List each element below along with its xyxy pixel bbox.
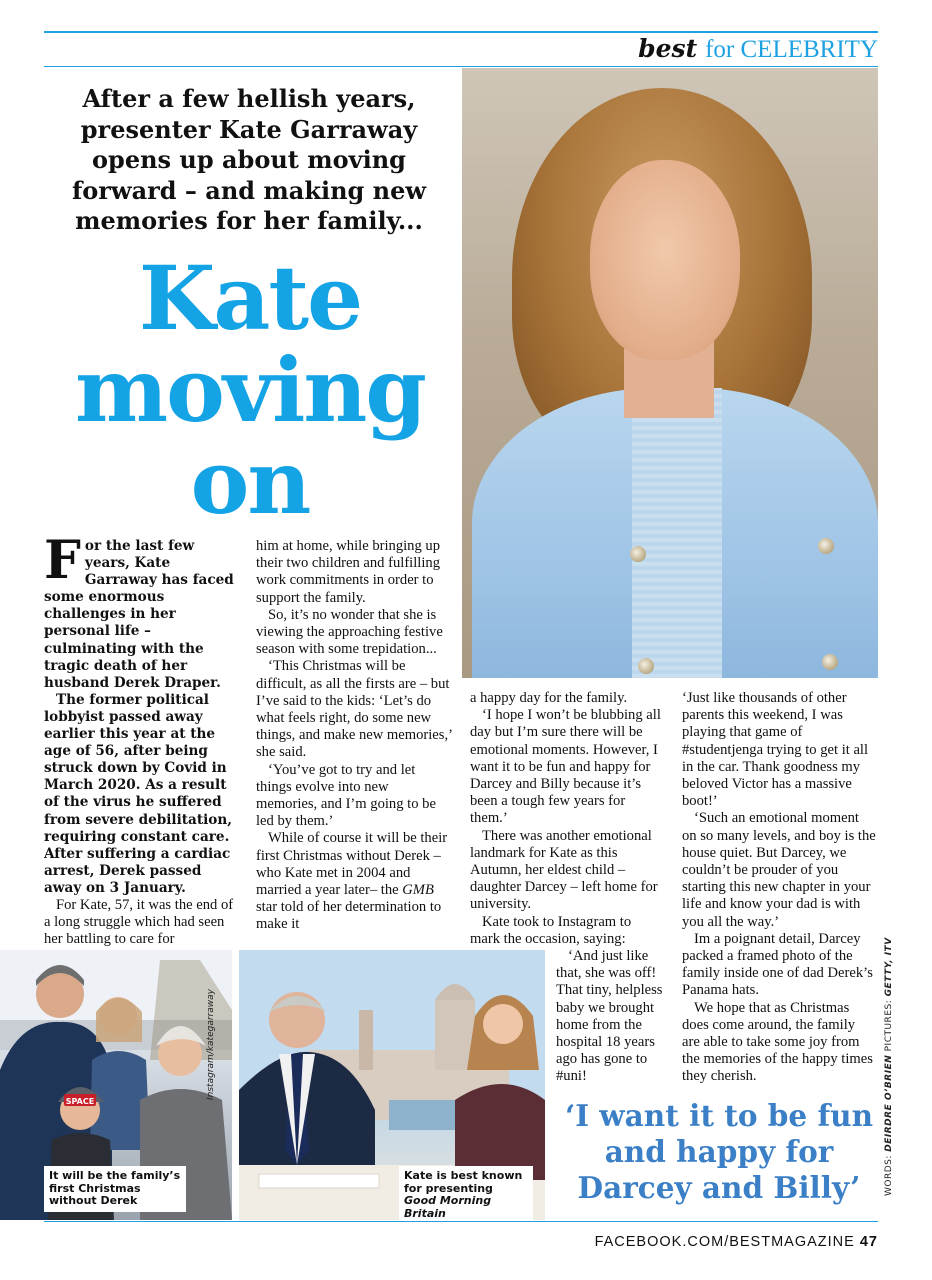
header-rule [44, 66, 878, 67]
body-paragraph: Im a poignant detail, Darcey packed a framed photo of the family inside one of dad Derek’s Panama hats. [682, 930, 873, 999]
lead-paragraph-2: The former political lobbyist passed away earlier this year at the age of 56, after being struck down by Covid in March 2020. As a result of the virus he suffered from severe debilitation, requiring constant care. After suffering a cardiac arrest, Derek passed away on 3 January. [44, 691, 232, 896]
gmb-photo-caption [399, 1166, 533, 1224]
body-column-3 [470, 690, 664, 948]
caption-text: Kate is best known for presenting [404, 1169, 523, 1195]
brand-word: best [638, 34, 698, 63]
credit-label: PICTURES: [884, 996, 894, 1055]
section-name: for CELEBRITY [705, 36, 878, 63]
body-paragraph: ‘And just like that, she was off! That tiny, helpless baby we brought home from the hospital 18 years ago has gone to #uni! [556, 948, 663, 1085]
body-column-2 [256, 538, 452, 934]
body-paragraph: So, it’s no wonder that she is viewing the approaching festive season with some trepidation... [256, 606, 443, 658]
credit-pictures: GETTY, ITV [884, 937, 894, 997]
cap-hat-text: SPACE [65, 1097, 95, 1106]
photo-credit-instagram: Instagram/kategarraway [206, 989, 216, 1100]
hero-face [590, 160, 740, 360]
hero-knit-top [632, 388, 722, 678]
lead-paragraph: or the last few years, Kate Garraway has faced some enormous challenges in her personal life – culminating with the tragic death of her husband Derek Draper. [44, 538, 234, 691]
text-run: While of course it will be their first Christmas without Derek – who Kate met in 2004 and married a year later– the [256, 830, 448, 899]
body-column-1 [44, 530, 236, 949]
top-rule [44, 31, 878, 33]
bottom-rule [44, 1221, 878, 1222]
body-paragraph: We hope that as Christmas does come around, the family are able to take some joy from the memories of the happy times they cherish. [682, 999, 873, 1085]
headline-line-2: moving [75, 338, 425, 442]
body-paragraph: There was another emotional landmark for Kate as this Autumn, her eldest child – daughter Darcey – left home for university. [470, 827, 658, 913]
family-photo-caption: It will be the family’s first Christmas without Derek [44, 1166, 186, 1212]
jacket-button [818, 538, 834, 554]
section-tag [638, 34, 878, 64]
drop-cap: F [44, 530, 81, 591]
body-paragraph: ‘I hope I won’t be blubbing all day but I’m sure there will be emotional moments. However, I want it to be fun and happy for Darcey and Billy because it’s been a tough few years for them.’ [470, 707, 661, 827]
side-credit [884, 937, 894, 1196]
headline-line-1: Kate [138, 246, 362, 350]
text-run: star told of her determination to make it [256, 899, 442, 933]
show-name: GMB [402, 882, 434, 899]
jacket-button [638, 658, 654, 674]
credit-writer: DEIRDRE O’BRIEN [884, 1054, 894, 1152]
body-paragraph: him at home, while bringing up their two children and fulfilling work commitments in order to support the family. [256, 538, 441, 606]
body-paragraph: Kate took to Instagram to mark the occasion, saying: [470, 913, 632, 947]
jacket-button [822, 654, 838, 670]
body-column-3-wrap [556, 948, 666, 1086]
jacket-button [630, 546, 646, 562]
body-paragraph: ‘You’ve got to try and let things evolve into new memories, and I’m going to be led by them.’ [256, 761, 436, 830]
body-paragraph: ‘This Christmas will be difficult, as all the firsts are – but I’ve said to the kids: ‘Let’s do what feels right, do some new things, and make new memories,’ she said. [256, 658, 452, 761]
body-paragraph: ‘Just like thousands of other parents this weekend, I was playing that game of #studentjenga trying to get it all in the car. Thank goodness my beloved Victor has a massive boot!’ [682, 690, 869, 810]
headline [40, 246, 460, 534]
page-footer [595, 1234, 878, 1250]
page-number: 47 [859, 1234, 878, 1250]
body-paragraph: For Kate, 57, it was the end of a long struggle which had seen her battling to care for [44, 896, 234, 948]
hero-photo [462, 68, 878, 678]
pull-quote: ‘I want it to be fun and happy for Darcey and Billy’ [564, 1098, 874, 1205]
show-name: Good Morning Britain [404, 1194, 492, 1220]
standfirst: After a few hellish years, presenter Kate Garraway opens up about moving forward – and making new memories for her family... [71, 84, 427, 235]
body-column-4 [682, 690, 876, 1086]
footer-site: FACEBOOK.COM/BESTMAGAZINE [594, 1234, 855, 1250]
headline-line-3: on [190, 430, 310, 534]
body-paragraph [256, 830, 452, 933]
body-paragraph: a happy day for the family. [470, 690, 628, 706]
credit-label: WORDS: [884, 1151, 894, 1196]
body-paragraph: ‘Such an emotional moment on so many levels, and boy is the house quiet. But Darcey, we couldn’t be prouder of you starting this new chapter in your life and know your dad is with you all the way.’ [682, 810, 876, 930]
